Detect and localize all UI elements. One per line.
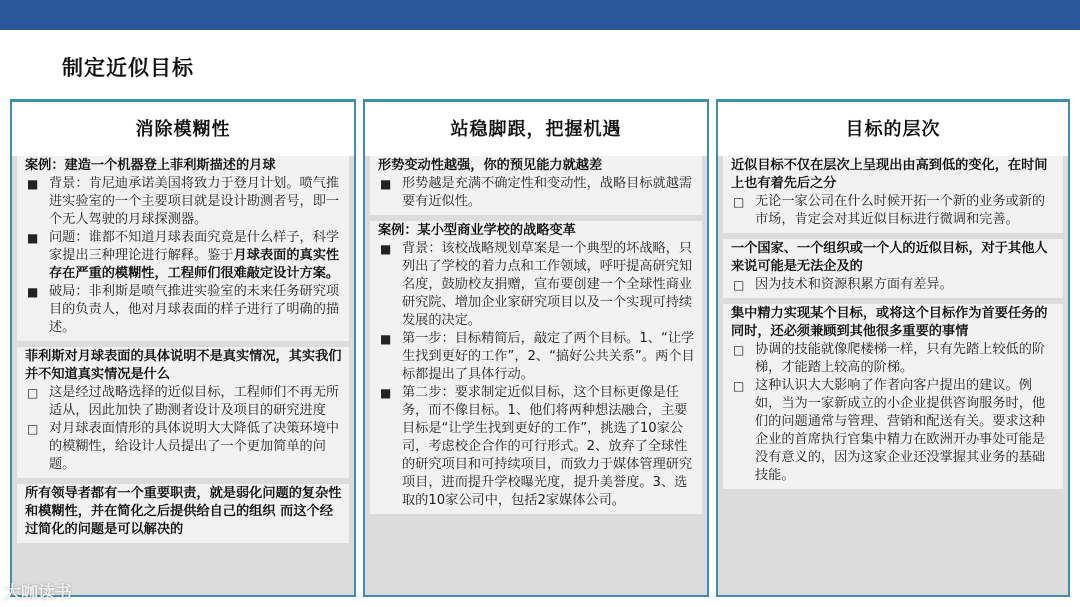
- content-box: [723, 156, 1063, 233]
- bullet-item: [731, 276, 1057, 294]
- content-box: [723, 304, 1063, 489]
- text-run: 第一步：目标精简后，敲定了两个目标。1、“让学生找到更好的工作”，2、“搞好公共关系”。两个目标都提出了具体行动。: [402, 331, 695, 382]
- box-title: 一个国家、一个组织或一个人的近似目标，对于其他人来说可能是无法企及的: [731, 241, 1048, 274]
- bullet-item: [25, 175, 343, 229]
- text-run: 这种认识大大影响了作者向客户提出的建议。例如，当为一家新成立的小企业提供咨询服务时，他们的问题通常与管理、营销和配送有关。要求这种企业的首席执行官集中精力在欧洲开办事处可能是没有意义的，因为这家企业还没掌握其业务的基础技能。: [755, 378, 1046, 483]
- page-title: 制定近似目标: [62, 56, 194, 80]
- column-stand-firm: [363, 99, 709, 597]
- bullet-text: [49, 420, 343, 474]
- content-box: [723, 239, 1063, 298]
- box-title: 集中精力实现某个目标，或将这个目标作为首要任务的同时，还必须兼顾到其他很多重要的事情: [731, 306, 1048, 339]
- column-header: 消除模糊性: [12, 102, 354, 156]
- watermark: 大咖读书: [4, 583, 72, 603]
- text-run: 这是经过战略选择的近似目标，工程师们不再无所适从，因此加快了勘测者设计及项目的研究进度: [49, 385, 340, 418]
- hollow-square-bullet-icon: □: [733, 343, 745, 357]
- bullet-text: [755, 193, 1057, 229]
- filled-square-bullet-icon: ■: [380, 332, 392, 346]
- hollow-square-bullet-icon: □: [27, 422, 39, 436]
- filled-square-bullet-icon: ■: [27, 231, 39, 245]
- bullet-text: [402, 240, 696, 330]
- filled-square-bullet-icon: ■: [27, 177, 39, 191]
- box-title: 所有领导者都有一个重要职责，就是弱化问题的复杂性和模糊性，并在简化之后提供给自己的组织 而这个经过简化的问题是可以解决的: [25, 486, 342, 537]
- bullet-item: [25, 420, 343, 474]
- bullet-text: [49, 384, 343, 420]
- bullet-item: [25, 384, 343, 420]
- text-run: 因为技术和资源积累方面有差异。: [755, 277, 953, 292]
- bullet-text: [755, 341, 1057, 377]
- content-box: [17, 484, 349, 543]
- bullet-text: [49, 175, 343, 229]
- text-run: 背景：肯尼迪承诺美国将致力于登月计划。喷气推进实验室的一个主要项目就是设计勘测者号，即一个无人驾驶的月球探测器。: [49, 176, 340, 227]
- column-goal-levels: [716, 99, 1070, 597]
- hollow-square-bullet-icon: □: [27, 386, 39, 400]
- content-box: [17, 347, 349, 478]
- text-run: 无论一家公司在什么时候开拓一个新的业务或新的市场，肯定会对其近似目标进行微调和完善。: [755, 194, 1046, 227]
- text-run: 形势越是充满不确定性和变动性，战略目标就越需要有近似性。: [402, 176, 693, 209]
- hollow-square-bullet-icon: □: [733, 278, 745, 292]
- text-run: 背景：该校战略规划草案是一个典型的坏战略，只列出了学校的着力点和工作领域，呼吁提高研究知名度，鼓励校友捐赠，宣布要创建一个全球性商业研究院、增加企业家研究项目以及一个实现可持续发展的决定。: [402, 241, 693, 328]
- content-box: [370, 156, 702, 215]
- bullet-text: [402, 330, 696, 384]
- filled-square-bullet-icon: ■: [380, 386, 392, 400]
- bullet-item: [731, 341, 1057, 377]
- text-run: 第二步：要求制定近似目标，这个目标更像是任务，而不像目标。1、他们将两种想法融合，主要目标是“让学生找到更好的工作”，挑选了10家公司，考虑校企合作的可行形式。2、放弃了全球性的研究项目和可持续项目，而致力于媒体管理研究项目，进而提升学校曝光度，提升美誉度。3、选取的10家公司中，包括2家媒体公司。: [402, 385, 693, 508]
- bullet-item: [731, 193, 1057, 229]
- content-box: [17, 156, 349, 341]
- bold-emphasis: 月球表面的真实性存在严重的模糊性，工程师们很难敲定设计方案。: [49, 248, 340, 281]
- bullet-text: [402, 175, 696, 211]
- filled-square-bullet-icon: ■: [27, 285, 39, 299]
- bullet-text: [402, 384, 696, 510]
- content-box: [370, 221, 702, 514]
- box-title: 案例：建造一个机器登上菲利斯描述的月球: [25, 158, 276, 173]
- box-title: 近似目标不仅在层次上呈现出由高到低的变化，在时间上也有着先后之分: [731, 158, 1048, 191]
- bullet-item: [378, 384, 696, 510]
- filled-square-bullet-icon: ■: [380, 177, 392, 191]
- bullet-item: [378, 175, 696, 211]
- bullet-item: [25, 283, 343, 337]
- bullet-text: [49, 229, 343, 283]
- bullet-text: [755, 276, 1057, 294]
- bullet-item: [731, 377, 1057, 485]
- box-title: 形势变动性越强，你的预见能力就越差: [378, 158, 603, 173]
- hollow-square-bullet-icon: □: [733, 379, 745, 393]
- bullet-item: [378, 240, 696, 330]
- column-header: 站稳脚跟，把握机遇: [365, 102, 707, 156]
- bullet-text: [49, 283, 343, 337]
- column-header: 目标的层次: [718, 102, 1068, 156]
- box-title: 案例：某小型商业学校的战略变革: [378, 223, 576, 238]
- hollow-square-bullet-icon: □: [733, 195, 745, 209]
- box-title: 菲利斯对月球表面的具体说明不是真实情况，其实我们并不知道真实情况是什么: [25, 349, 342, 382]
- text-run: 问题：谁都不知道月球表面究竟是什么样子，科学家提出三种理论进行解释。鉴于: [49, 230, 340, 263]
- text-run: 破局：非利斯是喷气推进实验室的未来任务研究项目的负责人，他对月球表面的样子进行了明确的描述。: [49, 284, 340, 335]
- text-run: 协调的技能就像爬楼梯一样，只有先踏上较低的阶梯，才能踏上较高的阶梯。: [755, 342, 1046, 375]
- top-banner: [0, 0, 1080, 30]
- filled-square-bullet-icon: ■: [380, 242, 392, 256]
- bullet-item: [25, 229, 343, 283]
- column-eliminate-ambiguity: [10, 99, 356, 597]
- bullet-text: [755, 377, 1057, 485]
- text-run: 对月球表面情形的具体说明大大降低了决策环境中的模糊性，给设计人员提出了一个更加简单的问题。: [49, 421, 340, 472]
- bullet-item: [378, 330, 696, 384]
